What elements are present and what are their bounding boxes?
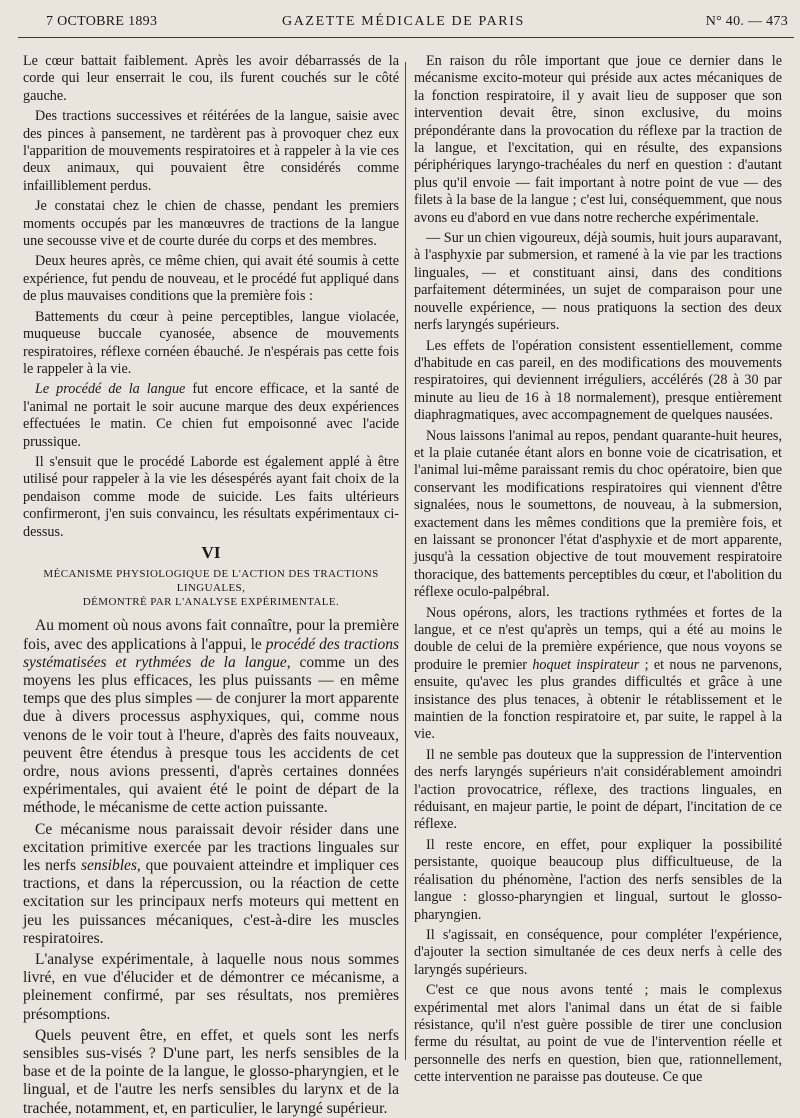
right-column	[414, 53, 782, 1086]
paragraph: Je constatai chez le chien de chasse, pendant les premiers moments occupés par les manœuvres de tractions de la langue une secousse vive et de courte durée du corps et des membres.	[23, 198, 399, 250]
paragraph-text: , comme un des moyens les plus efficaces, les plus puissants — en même temps que des plus simples — de conjurer la mort apparente due à divers processus asphyxiques, qui, comme nous venons de le voir tout à l'heure, d'après des faits nouveaux, peuvent être étendus à presque tous les accidents de cet ordre, nous avions pressenti, d'après certaines données expérimentales, qui avaient été le point de départ de la méthode, le mécanisme de cette action puissante.	[23, 653, 399, 817]
paragraph: Les effets de l'opération consistent essentiellement, comme d'habitude en cas pareil, en des modifications des mouvements respiratoires, qui deviennent irréguliers, accélérés (28 à 30 par minute au lieu de 16 à 18 normalement), presque entièrement diaphragmatiques, avec accompagnement de quelques nausées.	[414, 337, 782, 424]
paragraph: Il s'agissait, en conséquence, pour compléter l'expérience, d'ajouter la section simultanée de ces deux nerfs à celle des laryngés supérieurs.	[414, 926, 782, 978]
left-column	[23, 53, 400, 1117]
paragraph: Il ne semble pas douteux que la suppression de l'intervention des nerfs laryngés supérieurs n'ait considérablement amoindri l'action provocatrice, réflexe, des tractions linguales, en réduisant, en majeur partie, le point de départ, l'incitation de ce réflexe.	[414, 746, 782, 833]
page-header	[0, 0, 800, 34]
emphasis: hoquet inspirateur	[532, 656, 640, 673]
section-title	[23, 567, 399, 609]
paragraph-text: Ce mécanisme nous paraissait devoir résider dans une excitation primitive exercée par les tractions linguales sur les nerfs	[23, 820, 399, 875]
paragraph: Le cœur battait faiblement. Après les avoir débarrassés de la corde qui leur enserrait le cou, ils furent couchés sur le côté gauche.	[23, 53, 399, 104]
header-journal-title: GAZETTE MÉDICALE DE PARIS	[282, 14, 525, 29]
paragraph: Nous laissons l'animal au repos, pendant quarante-huit heures, et la plaie cutanée étant alors en bonne voie de cicatrisation, et l'animal lui-même paraissant remis du choc opératoire, bien que conservant les modifications respiratoires qui viennent d'être signalées, nous le soumettons, de nouveau, à la submersion, exactement dans les mêmes conditions que la première fois, et en laissant se prononcer l'état d'asphyxie et de mort apparente, jusqu'à la cessation objective de tout mouvement respiratoire thoracique, des battements perceptibles du cœur, et l'abolition du réflexe oculo-palpébral.	[414, 427, 782, 601]
emphasis: Le procédé de la langue	[35, 381, 186, 398]
paragraph-text: Nous opérons, alors, les tractions rythmées et fortes de la langue, et ce n'est qu'après un temps, qui a été au moins le double de celui de la première expérience, que nous voyons se produire le premier	[414, 604, 782, 673]
paragraph	[414, 605, 782, 744]
paragraph-text: , que pouvaient atteindre et impliquer ces tractions, et dans la répercussion, ou la réaction de cette excitation sur les principaux nerfs moteurs qui mettent en jeu les puissances mécaniques, c'est-à-dire les muscles respiratoires.	[23, 857, 400, 947]
paragraph	[23, 381, 399, 451]
section-title-line-1: MÉCANISME PHYSIOLOGIQUE DE L'ACTION DES TRACTIONS LINGUALES,	[43, 568, 379, 595]
paragraph-text: fut encore efficace, et la santé de l'animal ne portait le soir aucune marque des deux expériences effectuées le matin. Ce chien fut empoisonné avec l'acide prussique.	[23, 381, 399, 450]
paragraph-text: Au moment où nous avons fait connaître, pour la première fois, avec des applications à l'appui, le	[23, 617, 399, 653]
header-rule	[18, 37, 794, 38]
paragraph: Quels peuvent être, en effet, et quels sont les nerfs sensibles sus-visés ? D'une part, les nerfs sensibles de la base et de la pointe de la langue, le glosso-pharyngien, et le lingual, et de l'autre les nerfs sensibles du larynx et de la trachée, notamment, et, en particulier, le laryngé supérieur.	[23, 1026, 399, 1117]
column-divider	[405, 62, 406, 1060]
paragraph: C'est ce que nous avons tenté ; mais le complexus expérimental met alors l'animal dans un état de si faible résistance, qu'il n'est guère possible de tirer une conclusion ferme du résultat, au point de vue de l'intervention réelle et personnelle des nerfs en question, bien que, rationnellement, cette intervention ne paraisse pas douteuse. Ce que	[414, 982, 782, 1086]
paragraph: Des tractions successives et réitérées de la langue, saisie avec des pinces à pansement, ne tardèrent pas à provoquer chez eux l'apparition de mouvements respiratoires et à rappeler à la vie ces deux animaux, qui pouvaient être considérés comme infailliblement perdus.	[23, 108, 399, 194]
paragraph	[23, 617, 399, 817]
emphasis: sensibles	[80, 857, 137, 875]
section-title-line-2: DÉMONTRÉ PAR L'ANALYSE EXPÉRIMENTALE.	[82, 596, 340, 609]
header-date: 7 OCTOBRE 1893	[46, 14, 158, 29]
paragraph: — Sur un chien vigoureux, déjà soumis, huit jours auparavant, à l'asphyxie par submersion, et ramené à la vie par les tractions linguales, — et constituant ainsi, dans des conditions parfaitement déterminées, un sujet de comparaison pour une nouvelle expérience, — nous pratiquons la section des deux nerfs laryngés supérieurs.	[414, 230, 782, 334]
paragraph: Il s'ensuit que le procédé Laborde est également applé à être utilisé pour rappeler à la vie les désespérés ayant fait choix de la pendaison comme mode de suicide. Les faits ultérieurs confirmeront, j'en suis convaincu, les résultats expérimentaux ci-dessus.	[23, 453, 399, 540]
paragraph-text: ; et nous ne parvenons, ensuite, qu'avec les plus grandes difficultés et grâce à une insistance des plus tenaces, à obtenir le rétablissement et le maintien de la fonction respiratoire et, par suite, le rappel à la vie.	[414, 656, 783, 743]
emphasis: procédé des tractions systématisées et rythmées de la langue	[23, 635, 399, 671]
paragraph: Battements du cœur à peine perceptibles, langue violacée, muqueuse buccale cyanosée, absence de mouvements respiratoires, réflexe cornéen ébauché. Je n'espérais pas cette fois le rappeler à la vie.	[23, 308, 399, 377]
section-number: VI	[201, 542, 221, 562]
header-issue-number: N° 40. — 473	[705, 14, 788, 29]
paragraph	[23, 821, 399, 948]
paragraph: L'analyse expérimentale, à laquelle nous nous sommes livré, en vue d'élucider et de démontrer ce mécanisme, a pleinement confirmé, par ses résultats, nos premières présomptions.	[23, 951, 399, 1023]
paragraph: Il reste encore, en effet, pour expliquer la possibilité persistante, quoique beaucoup plus difficultueuse, de la réalisation du phénomène, l'action des nerfs sensibles de la langue : glosso-pharyngien et lingual, surtout le glosso-pharyngien.	[414, 836, 782, 923]
paragraph: Deux heures après, ce même chien, qui avait été soumis à cette expérience, fut pendu de nouveau, et le procédé fut appliqué dans de plus mauvaises conditions que la première fois :	[23, 253, 399, 305]
paragraph: En raison du rôle important que joue ce dernier dans le mécanisme excito-moteur qui préside aux actes mécaniques de la fonction respiratoire, il y avait lieu de supposer que son intervention devait être, sinon exclusive, du moins prépondérante dans la provocation du réflexe par la traction de la langue, et l'excitation, qui en résulte, des expansions périphériques laryngo-trachéales du nerf en question : d'autant plus qu'il envoie — fait important à notre point de vue — des filets à la base de la langue ; c'est lui, conséquemment, que nous avons eu d'abord en vue dans notre recherche expérimentale.	[414, 53, 782, 226]
